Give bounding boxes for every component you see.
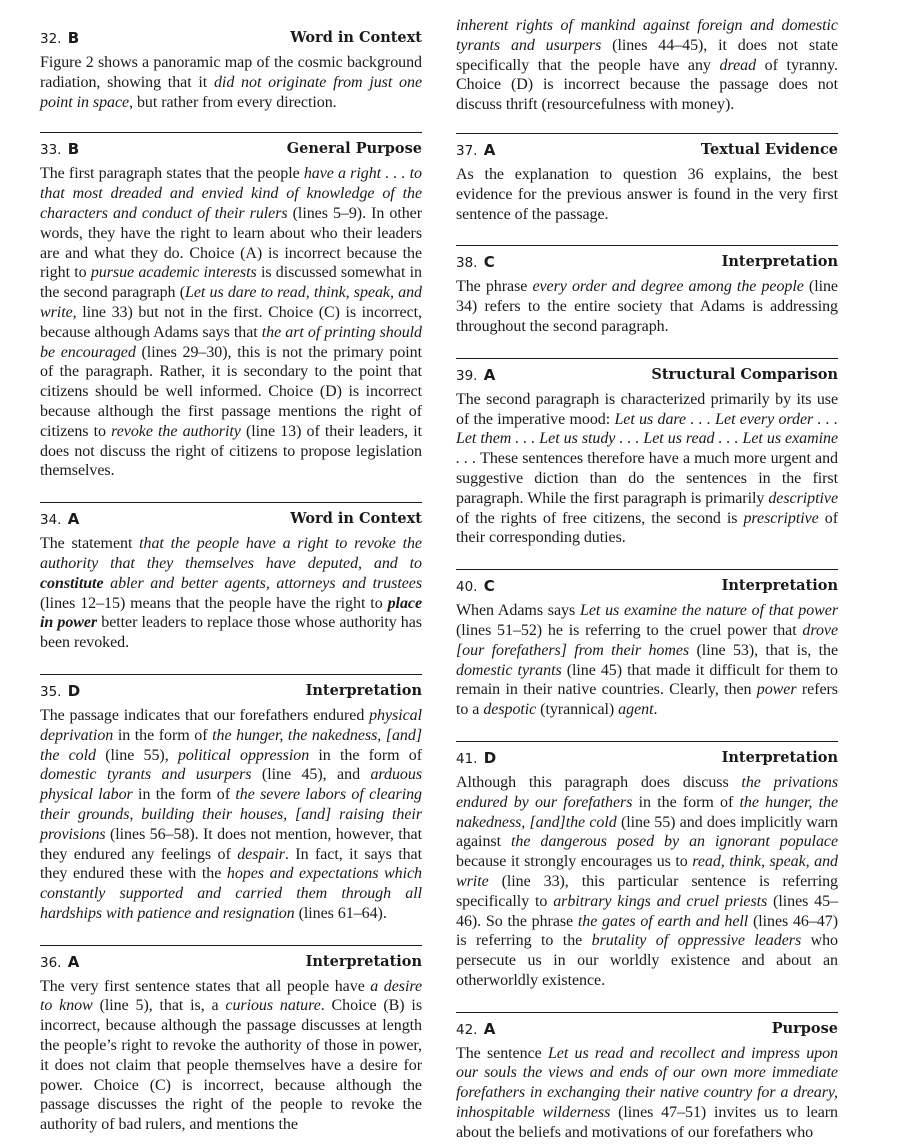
right-column bbox=[456, 0, 839, 1141]
answer-header bbox=[456, 575, 838, 599]
text-run: (line 55), bbox=[95, 746, 178, 764]
text-run: is discussed somewhat in the second paragraph ( bbox=[40, 264, 422, 302]
text-run: (lines 61–64). bbox=[294, 904, 387, 922]
question-number: 41. D bbox=[456, 748, 497, 767]
text-run: better leaders to replace those whose authority has been revoked. bbox=[40, 614, 422, 652]
text-run: The very first sentence states that all people have bbox=[40, 977, 371, 995]
text-run: the art of printing should be encouraged bbox=[40, 323, 422, 361]
text-run: . In fact, it says that they endured these with the bbox=[40, 845, 422, 883]
question-category: Structural Comparison bbox=[651, 365, 838, 383]
text-run: (line 13) of their leaders, it does not discuss the right of citizens to propose legislation themselves. bbox=[40, 422, 422, 480]
question-number: 35. D bbox=[40, 681, 81, 700]
text-run: (line 55) and does implicitly warn against bbox=[456, 813, 838, 851]
text-run: in the form of bbox=[132, 786, 236, 804]
text-run: The first paragraph states that the people bbox=[40, 165, 304, 183]
text-run: domestic tyrants and usurpers bbox=[40, 766, 252, 784]
text-run: hopes and expectations which constantly supported and carried them through all hardships with patience and resignation bbox=[40, 865, 423, 922]
text-run: who persecute us in our worldly existence and about an otherworldly existence. bbox=[456, 932, 838, 989]
answer-item-41 bbox=[456, 741, 838, 991]
text-run: (lines 56–58). It does not mention, however, that they endured any feelings of bbox=[40, 825, 422, 863]
text-run: (lines 12–15) means that the people have the right to bbox=[40, 594, 388, 612]
explanation-text bbox=[456, 277, 838, 336]
answer-item-34 bbox=[40, 502, 422, 653]
answer-header bbox=[40, 138, 422, 162]
text-run: the dangerous posed by an ignorant populace bbox=[511, 833, 838, 851]
text-run: The second paragraph is characterized primarily by its use of the imperative mood: bbox=[456, 390, 838, 428]
text-run: drove [our forefathers] from their homes bbox=[456, 621, 838, 659]
question-category: Interpretation bbox=[721, 253, 838, 271]
text-run: of tyranny. Choice (D) is incorrect because the passage does not discuss thrift (resourcefulness with money). bbox=[456, 56, 838, 114]
answer-header bbox=[40, 951, 422, 975]
text-run: inherent rights of mankind against foreign and domestic tyrants and usurpers bbox=[456, 17, 838, 54]
answer-item-35 bbox=[40, 674, 422, 924]
text-run: (line 45), and bbox=[251, 766, 371, 784]
answer-item-38 bbox=[456, 245, 838, 336]
answer-letter: B bbox=[67, 140, 80, 159]
text-run: (line 53), that is, the bbox=[689, 641, 838, 659]
explanation-text bbox=[456, 165, 838, 224]
text-run: prescriptive bbox=[743, 509, 819, 527]
text-run: did not originate from just one point in space bbox=[40, 73, 422, 111]
question-category: Interpretation bbox=[721, 748, 838, 766]
answer-letter: D bbox=[67, 681, 81, 700]
text-run: dread bbox=[719, 56, 757, 74]
text-run: The sentence bbox=[456, 1044, 548, 1062]
text-run: (line 5), that is, a bbox=[92, 997, 226, 1015]
answer-header bbox=[456, 139, 838, 163]
question-category: Interpretation bbox=[721, 577, 838, 595]
text-run: political oppression bbox=[177, 746, 310, 764]
question-number: 40. C bbox=[456, 577, 495, 596]
text-run: physical deprivation bbox=[40, 706, 422, 744]
text-run: constitute bbox=[40, 574, 104, 592]
answer-letter: A bbox=[483, 140, 496, 159]
answer-header bbox=[40, 680, 422, 704]
answer-letter: C bbox=[483, 577, 495, 596]
divider bbox=[456, 741, 838, 742]
answer-header bbox=[456, 364, 838, 388]
text-run: (lines 5–9). In other words, they have the right to learn about who their leaders are and what they do. Choice (A) is incorrect because the right to bbox=[40, 204, 422, 282]
text-run: The phrase bbox=[456, 278, 533, 296]
text-run: , but rather from every direction. bbox=[129, 93, 337, 111]
text-run: of the rights of free citizens, the second is bbox=[456, 509, 744, 527]
answer-letter: A bbox=[483, 1019, 496, 1038]
question-category: General Purpose bbox=[286, 140, 422, 158]
left-column bbox=[40, 0, 423, 1134]
text-run: (lines 45–46). So the phrase bbox=[456, 892, 839, 930]
text-run: (lines 46–47) is referring to the bbox=[456, 912, 838, 950]
question-category: Interpretation bbox=[305, 952, 422, 970]
question-category: Interpretation bbox=[305, 681, 422, 699]
question-number: 32. B bbox=[40, 29, 80, 47]
text-run: power bbox=[756, 681, 797, 699]
text-run: revoke the authority bbox=[111, 422, 241, 440]
text-run: that the people have a right to revoke the authority that they themselves have deputed, and to bbox=[40, 535, 422, 572]
answer-item-32 bbox=[40, 27, 422, 112]
explanation-text bbox=[456, 390, 838, 548]
answer-header bbox=[40, 508, 422, 532]
explanation-text bbox=[456, 1044, 838, 1143]
text-run: a desire to know bbox=[40, 977, 422, 1015]
text-run: (line 33), this particular sentence is referring specifically to bbox=[456, 872, 838, 910]
text-run: the gates of earth and hell bbox=[577, 912, 749, 930]
question-category: Purpose bbox=[771, 1019, 838, 1037]
question-number: 34. A bbox=[40, 510, 80, 529]
text-run: the severe labors of clearing their grounds, building their houses, [and] raising their provisions bbox=[40, 786, 423, 843]
text-run: . Choice (B) is incorrect, because although the passage discusses at length the people’s right to revoke the authority of those in power, it does not claim that people themselves have a desire for power. Choice (C) is incorrect, because although the passage discusses the right of the people to revoke the authority of bad rulers, and mentions the bbox=[40, 997, 422, 1134]
text-run: in the form of bbox=[632, 793, 740, 811]
explanation-text bbox=[40, 534, 422, 653]
answer-item-37 bbox=[456, 133, 838, 224]
answer-header bbox=[456, 251, 838, 275]
explanation-text bbox=[40, 53, 422, 112]
text-run: despair bbox=[237, 845, 285, 863]
answer-header bbox=[456, 1018, 838, 1042]
text-run: pursue academic interests bbox=[90, 264, 257, 282]
text-run: arduous physical labor bbox=[40, 766, 422, 804]
text-run: Although this paragraph does discuss bbox=[456, 773, 742, 791]
text-run: These sentences therefore have a much more urgent and suggestive diction than do the sentences in the first paragraph. While the first paragraph is primarily bbox=[456, 450, 838, 507]
divider bbox=[456, 569, 838, 570]
text-run: curious nature bbox=[225, 997, 321, 1015]
answer-letter: C bbox=[483, 253, 495, 272]
answer-item-36-continued bbox=[456, 16, 838, 115]
text-run: (lines 47–51) invites us to learn about the beliefs and motivations of our forefathers who bbox=[456, 1104, 838, 1141]
explanation-text bbox=[456, 16, 838, 115]
text-run: the privations endured by our forefathers bbox=[456, 773, 838, 811]
text-run: Figure 2 shows a panoramic map of the cosmic background radiation, showing that it bbox=[40, 54, 422, 91]
explanation-text bbox=[40, 164, 422, 481]
divider bbox=[456, 358, 838, 359]
answer-letter: A bbox=[67, 952, 80, 971]
question-category: Word in Context bbox=[290, 510, 422, 528]
divider bbox=[40, 132, 422, 133]
text-run: When Adams says bbox=[456, 602, 580, 620]
text-run: brutality of oppressive leaders bbox=[591, 932, 802, 950]
text-run: Let us dare to read, think, speak, and write bbox=[40, 284, 422, 321]
explanation-text bbox=[40, 706, 422, 924]
text-run: The statement bbox=[40, 535, 140, 553]
question-number: 33. B bbox=[40, 140, 80, 159]
answer-item-33 bbox=[40, 132, 422, 481]
answer-item-39 bbox=[456, 358, 838, 548]
explanation-text bbox=[40, 977, 422, 1135]
question-number: 36. A bbox=[40, 952, 80, 971]
answer-letter: D bbox=[483, 748, 497, 767]
divider bbox=[40, 502, 422, 503]
text-run: because it strongly encourages us to bbox=[456, 853, 693, 871]
text-run: agent bbox=[618, 701, 654, 719]
divider bbox=[456, 245, 838, 246]
answer-header bbox=[40, 27, 422, 51]
text-run: the hunger, the nakedness, [and]the cold bbox=[456, 793, 838, 831]
text-run: of their corresponding duties. bbox=[456, 509, 838, 547]
text-run: have a right . . . to that most dreaded and envied kind of knowledge of the characters and conduct of their rulers bbox=[40, 165, 422, 222]
text-run: The passage indicates that our forefathers endured bbox=[40, 706, 370, 724]
text-run: (lines 29–30), this is not the primary point of the paragraph. Rather, it is secondary to the point that citizens should be well informed. Choice (D) is incorrect because although the first passage mentions the right of citizens to bbox=[40, 343, 423, 440]
text-run: (line 34) refers to the entire society that Adams is addressing throughout the second paragraph. bbox=[456, 278, 838, 335]
text-run: descriptive bbox=[768, 489, 838, 507]
question-category: Textual Evidence bbox=[700, 140, 838, 158]
text-run: place in power bbox=[40, 594, 422, 632]
question-number: 39. A bbox=[456, 365, 496, 384]
text-run: in the form of bbox=[113, 726, 213, 744]
answer-letter: B bbox=[67, 29, 80, 47]
text-run: arbitrary kings and cruel priests bbox=[553, 892, 768, 910]
answer-item-42 bbox=[456, 1012, 838, 1143]
text-run: read, think, speak, and write bbox=[456, 853, 838, 890]
text-run: domestic tyrants bbox=[456, 661, 562, 679]
question-category: Word in Context bbox=[290, 29, 422, 46]
text-run: Let us examine the nature of that power bbox=[579, 602, 839, 620]
text-run: Let us read and recollect and impress upon our souls the views and ends of our own more immediate forefathers in exchanging their native country for a dreary, inhospitable wilderness bbox=[456, 1044, 838, 1122]
text-run: (lines 44–45), it does not state specifically that the people have any bbox=[456, 36, 838, 74]
text-run: (line 45) that made it difficult for them to remain in their native countries. Clearly, then bbox=[456, 661, 838, 699]
text-run: every order and degree among the people bbox=[532, 278, 804, 296]
text-run: (tyrannical) bbox=[536, 701, 619, 719]
answer-item-40 bbox=[456, 569, 838, 720]
explanation-text bbox=[456, 601, 838, 720]
text-run: abler and better agents, attorneys and trustees bbox=[103, 574, 422, 592]
question-number: 37. A bbox=[456, 140, 496, 159]
divider bbox=[456, 133, 838, 134]
answer-item-36 bbox=[40, 945, 422, 1135]
text-run: the hunger, the nakedness, [and] the cold bbox=[40, 726, 423, 764]
text-run: Let us dare . . . Let every order . . . Let them . . . Let us study . . . Let us read . . . Let us examine . . . bbox=[456, 410, 838, 468]
divider bbox=[40, 674, 422, 675]
divider bbox=[456, 1012, 838, 1013]
text-run: refers to a bbox=[456, 681, 838, 719]
question-number: 38. C bbox=[456, 253, 495, 272]
divider bbox=[40, 945, 422, 946]
answer-letter: A bbox=[67, 510, 80, 529]
text-run: (lines 51–52) he is referring to the cruel power that bbox=[456, 621, 803, 639]
text-run: . bbox=[653, 701, 658, 719]
text-run: despotic bbox=[483, 701, 537, 719]
text-run: As the explanation to question 36 explains, the best evidence for the previous answer is found in the very first sentence of the passage. bbox=[456, 165, 838, 223]
question-number: 42. A bbox=[456, 1019, 496, 1038]
text-run: , line 33) but not in the first. Choice (C) is incorrect, because although Adams says that bbox=[40, 303, 422, 341]
answer-header bbox=[456, 747, 838, 771]
text-run: in the form of bbox=[309, 746, 422, 764]
explanation-text bbox=[456, 773, 838, 991]
answer-letter: A bbox=[483, 365, 496, 384]
